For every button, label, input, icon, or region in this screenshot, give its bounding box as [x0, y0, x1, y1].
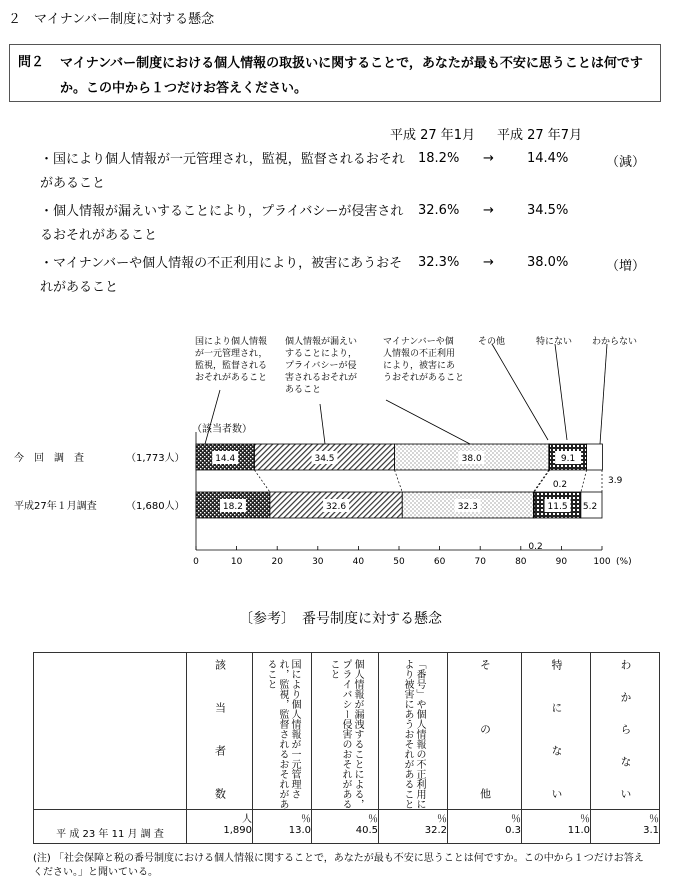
legend-label: 特にない [536, 337, 573, 347]
comparison-before-value: 32.3% [418, 255, 460, 270]
reference-header: わからない [619, 659, 632, 799]
legend-label: うおそれがあること [383, 373, 465, 383]
comparison-change-mark: （増） [606, 259, 646, 274]
bar-segment [587, 444, 603, 470]
data-label: 11.5 [547, 502, 568, 512]
reference-unit: ％ [448, 810, 522, 826]
series-count: （1,773人） [126, 453, 185, 464]
legend-label: マイナンバーや個 [383, 337, 454, 347]
legend-label: わからない [592, 337, 638, 347]
series-name: 平成27年１月調査 [14, 501, 97, 512]
legend-label: 国により個人情報 [195, 337, 268, 347]
question-label: 問２ [18, 55, 45, 70]
reference-value: 1,890 [187, 825, 253, 844]
connector-line [395, 470, 403, 492]
x-tick-label: 60 [433, 557, 446, 567]
data-label: 32.6 [326, 502, 347, 512]
leader-line [205, 390, 220, 444]
connector-line [254, 470, 269, 492]
reference-header-row [34, 653, 660, 810]
reference-row-label: 平 成 23 年 11 月 調 査 [34, 825, 187, 844]
legend-label: おそれがあること [195, 373, 268, 383]
x-tick-label: 20 [271, 557, 283, 567]
comparison-before-value: 32.6% [418, 203, 460, 218]
connector-line [533, 470, 548, 492]
question-text: マイナンバー制度における個人情報の取扱いに関することで，あなたが最も不安に思うことは何ですか。この中から１つだけお答えください。 [60, 56, 643, 96]
legend-label: が一元管理され， [195, 349, 268, 359]
section-title: ２ マイナンバー制度に対する懸念 [8, 12, 215, 27]
reference-value: 3.1 [591, 825, 660, 844]
legend-label: あること [285, 385, 322, 395]
reference-unit: ％ [591, 810, 660, 826]
reference-header: 「番号」や個人情報の不正利用により被害にあうおそれがあること [402, 659, 425, 809]
legend-label: 監視，監督される [195, 361, 268, 371]
comparison-arrow: → [483, 203, 494, 218]
data-label: 9.1 [560, 454, 576, 464]
data-label: 14.4 [215, 454, 236, 464]
data-label: 5.2 [582, 502, 598, 512]
reference-value: 32.2 [379, 825, 448, 844]
x-tick-label: 30 [312, 557, 324, 567]
data-label: 3.9 [608, 476, 623, 486]
data-label: 32.3 [457, 502, 478, 512]
data-label: 38.0 [461, 454, 482, 464]
x-tick-label: 70 [474, 557, 486, 567]
data-label: 0.2 [528, 542, 543, 552]
x-tick-label: 0 [193, 557, 199, 567]
legend-label: 人情報の不正利用 [383, 349, 456, 359]
reference-value-row [34, 825, 660, 844]
reference-value: 13.0 [253, 825, 312, 844]
series-count: （1,680人） [126, 501, 185, 512]
comparison-item-text: ・マイナンバーや個人情報の不正利用により，被害にあうおそれがあること [40, 256, 403, 295]
reference-header: 個人情報が漏洩することによる，プライバシー侵害のおそれがあること [328, 659, 363, 809]
reference-value: 11.0 [522, 825, 591, 844]
comparison-arrow: → [483, 255, 494, 270]
x-tick-label: 100 [593, 557, 611, 567]
legend-label: することにより， [285, 349, 358, 359]
reference-unit: 人 [187, 810, 253, 826]
reference-header: その他 [478, 659, 492, 799]
legend-label: 害されるおそれが [285, 373, 358, 383]
reference-value: 0.3 [448, 825, 522, 844]
leader-line [555, 344, 567, 440]
data-label: 0.2 [552, 480, 568, 490]
reference-unit: ％ [253, 810, 312, 826]
reference-unit-row [34, 810, 660, 826]
comparison-after-value: 38.0% [527, 255, 569, 270]
comparison-arrow: → [483, 151, 494, 166]
footnote: (注) 「社会保障と税の番号制度における個人情報に関することで，あなたが最も不安に思うことは何ですか。この中から１つだけお答えください。」と聞いている。 [33, 853, 644, 878]
reference-header: 該当者数 [213, 659, 227, 799]
reference-header: 特にない [550, 659, 563, 799]
connector-line [534, 470, 549, 492]
reference-unit: ％ [379, 810, 448, 826]
x-tick-label: 40 [352, 557, 365, 567]
leader-line [492, 344, 548, 440]
legend-label: プライバシーが侵 [285, 361, 357, 371]
data-label: 34.5 [314, 454, 335, 464]
reference-title: 〔参考〕 番号制度に対する懸念 [239, 611, 442, 627]
comparison-before-value: 18.2% [418, 151, 460, 166]
comparison-after-value: 34.5% [527, 203, 569, 218]
period-before-label: 平成 27 年1月 [390, 128, 476, 143]
period-after-label: 平成 27 年7月 [497, 128, 583, 143]
legend-label: により，被害にあ [383, 361, 456, 371]
x-unit-label: (%) [616, 557, 632, 567]
reference-header: 国により個人情報が一元管理され，監視，監督されるおそれがあること [265, 659, 300, 809]
x-tick-label: 50 [393, 557, 405, 567]
reference-unit: ％ [312, 810, 379, 826]
reference-value: 40.5 [312, 825, 379, 844]
reference-table [33, 652, 660, 844]
leader-line [600, 344, 607, 444]
respondents-header: （該当者数） [192, 424, 252, 435]
leader-line [386, 400, 470, 444]
reference-unit: ％ [522, 810, 591, 826]
x-tick-label: 90 [555, 557, 568, 567]
comparison-after-value: 14.4% [527, 151, 569, 166]
x-tick-label: 80 [515, 557, 527, 567]
connector-line [581, 470, 587, 492]
comparison-item-text: ・個人情報が漏えいすることにより，プライバシーが侵害されるおそれがあること [40, 204, 404, 243]
legend-label: その他 [478, 337, 506, 347]
stacked-bar-chart [0, 320, 681, 575]
legend-label: 個人情報が漏えい [285, 337, 358, 347]
series-name: 今 回 調 査 [14, 453, 84, 464]
comparison-change-mark: （減） [606, 155, 646, 170]
x-tick-label: 10 [230, 557, 243, 567]
comparison-item-text: ・国により個人情報が一元管理され，監視，監督されるおそれがあること [40, 152, 405, 191]
data-label: 18.2 [222, 502, 243, 512]
leader-line [320, 404, 325, 444]
